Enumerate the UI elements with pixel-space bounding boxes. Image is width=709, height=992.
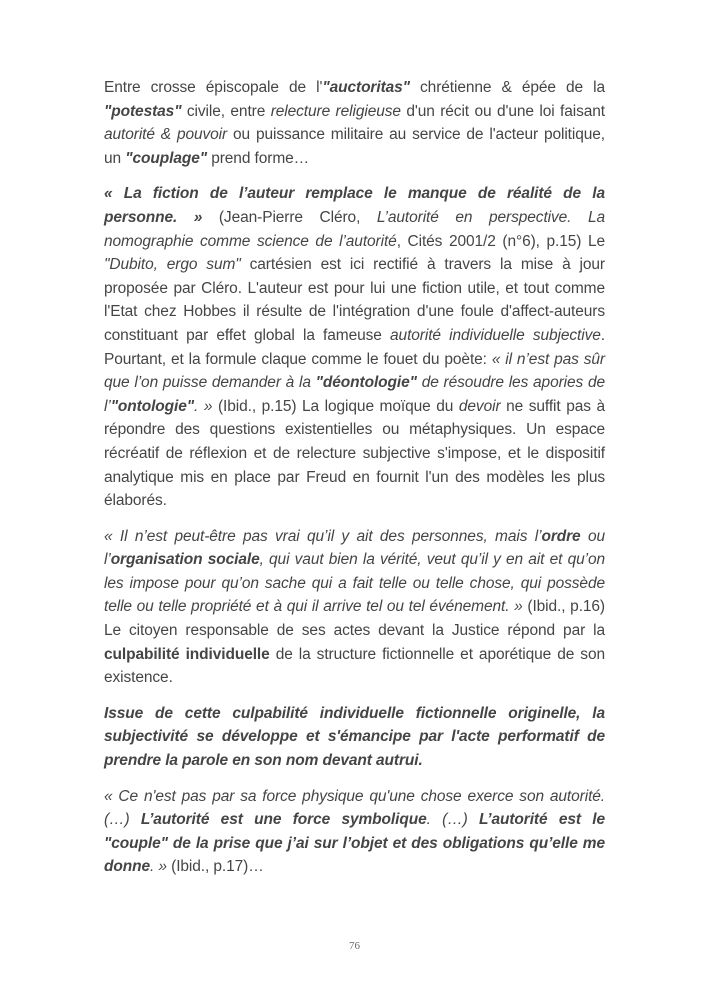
text-run: « Ce n'est pas par sa force physique qu'une chose exerce son autorité. (…) — [104, 787, 605, 829]
text-run: "couplage" — [125, 149, 207, 167]
paragraph — [104, 785, 605, 879]
text-run: "Dubito, ergo sum" — [104, 256, 241, 274]
paragraph — [104, 182, 605, 512]
text-run: , qui vaut bien la vérité, veut qu’il y en ait et qu’on les impose pour qu’on sache qui a fait telle ou telle chose, qui possède telle ou telle propriété et à qui il arrive tel ou tel événement. » — [104, 551, 605, 616]
text-run: autorité & pouvoir — [104, 126, 228, 144]
text-run: Issue de cette culpabilité individuelle fictionnelle originelle, la subjectivité se développe et s'émancipe par l'acte performatif de prendre la parole en son nom devant autrui. — [104, 704, 605, 770]
text-run: chrétienne & épée de la — [409, 79, 606, 96]
text-run: « il n’est pas sûr que l’on puisse demander à la — [104, 350, 605, 392]
text-run: autorité individuelle subjective — [390, 326, 601, 344]
text-run: culpabilité individuelle — [104, 645, 270, 663]
text-run: organisation sociale — [110, 551, 260, 569]
text-run: (Ibid., p.15) La logique moïque du — [212, 397, 459, 415]
text-run: L’autorité est une force symbolique — [140, 811, 427, 829]
text-run: civile, entre — [181, 102, 271, 120]
text-run: "déontologie" — [315, 374, 417, 392]
text-run: devoir — [458, 397, 501, 415]
text-run: L’autorité en perspective. La nomographie comme science de l’autorité — [104, 208, 605, 250]
text-run: "auctoritas" — [322, 79, 410, 96]
text-run: prend forme… — [207, 149, 310, 167]
text-run: . (…) — [426, 811, 480, 829]
text-run: Entre crosse épiscopale de l' — [104, 79, 323, 96]
paragraph — [104, 702, 605, 773]
text-run: , Cités 2001/2 (n°6), p.15) Le — [396, 232, 605, 250]
text-run: . » — [194, 397, 213, 415]
paragraph — [104, 76, 605, 170]
text-run: cartésien est ici rectifié à travers la mise à jour proposée par Cléro. L'auteur est pour lui une fiction utile, et tout comme l'Etat chez Hobbes il résulte de l'intégration d'une foule d'affect-auteurs constituant par effet global la fameuse — [104, 256, 605, 344]
text-run: (Ibid., p.17)… — [166, 858, 264, 876]
text-run: (Jean-Pierre Cléro, — [202, 208, 377, 226]
text-run: (Ibid., p.16) Le citoyen responsable de ses actes devant la Justice répond par la — [104, 598, 605, 640]
text-run: "ontologie" — [110, 397, 195, 415]
text-run: . Pourtant, et la formule claque comme le fouet du poète: — [104, 326, 605, 368]
page-number: 76 — [349, 940, 360, 952]
text-run: L’autorité est le "couple" de la prise que j’ai sur l’objet et des obligations qu’elle me donne — [104, 811, 605, 876]
text-run: « Il n’est peut-être pas vrai qu’il y ait des personnes, mais l’ — [104, 527, 542, 545]
text-run: « La fiction de l’auteur remplace le manque de réalité de la personne. » — [104, 185, 605, 226]
text-run: ou l’ — [104, 527, 605, 569]
text-run: ordre — [541, 527, 581, 545]
text-run: de la structure fictionnelle et aporétique de son existence. — [104, 645, 605, 687]
text-run: ou puissance militaire au service de l'acteur politique, un — [104, 126, 605, 167]
text-run: ne suffit pas à répondre des questions existentielles ou métaphysiques. Un espace récréatif de réflexion et de relecture subjective s'impose, et le dispositif analytique mis en place par Freud en fournit l'un des modèles les plus élaborés. — [104, 397, 605, 510]
text-run: d'un récit ou d'une loi faisant — [400, 102, 605, 120]
text-run: relecture religieuse — [270, 102, 401, 120]
text-run: de résoudre les apories de l’ — [104, 374, 606, 415]
paragraph — [104, 525, 605, 690]
page-body — [104, 76, 605, 891]
text-run: "potestas" — [104, 102, 182, 120]
text-run: . » — [150, 858, 167, 876]
